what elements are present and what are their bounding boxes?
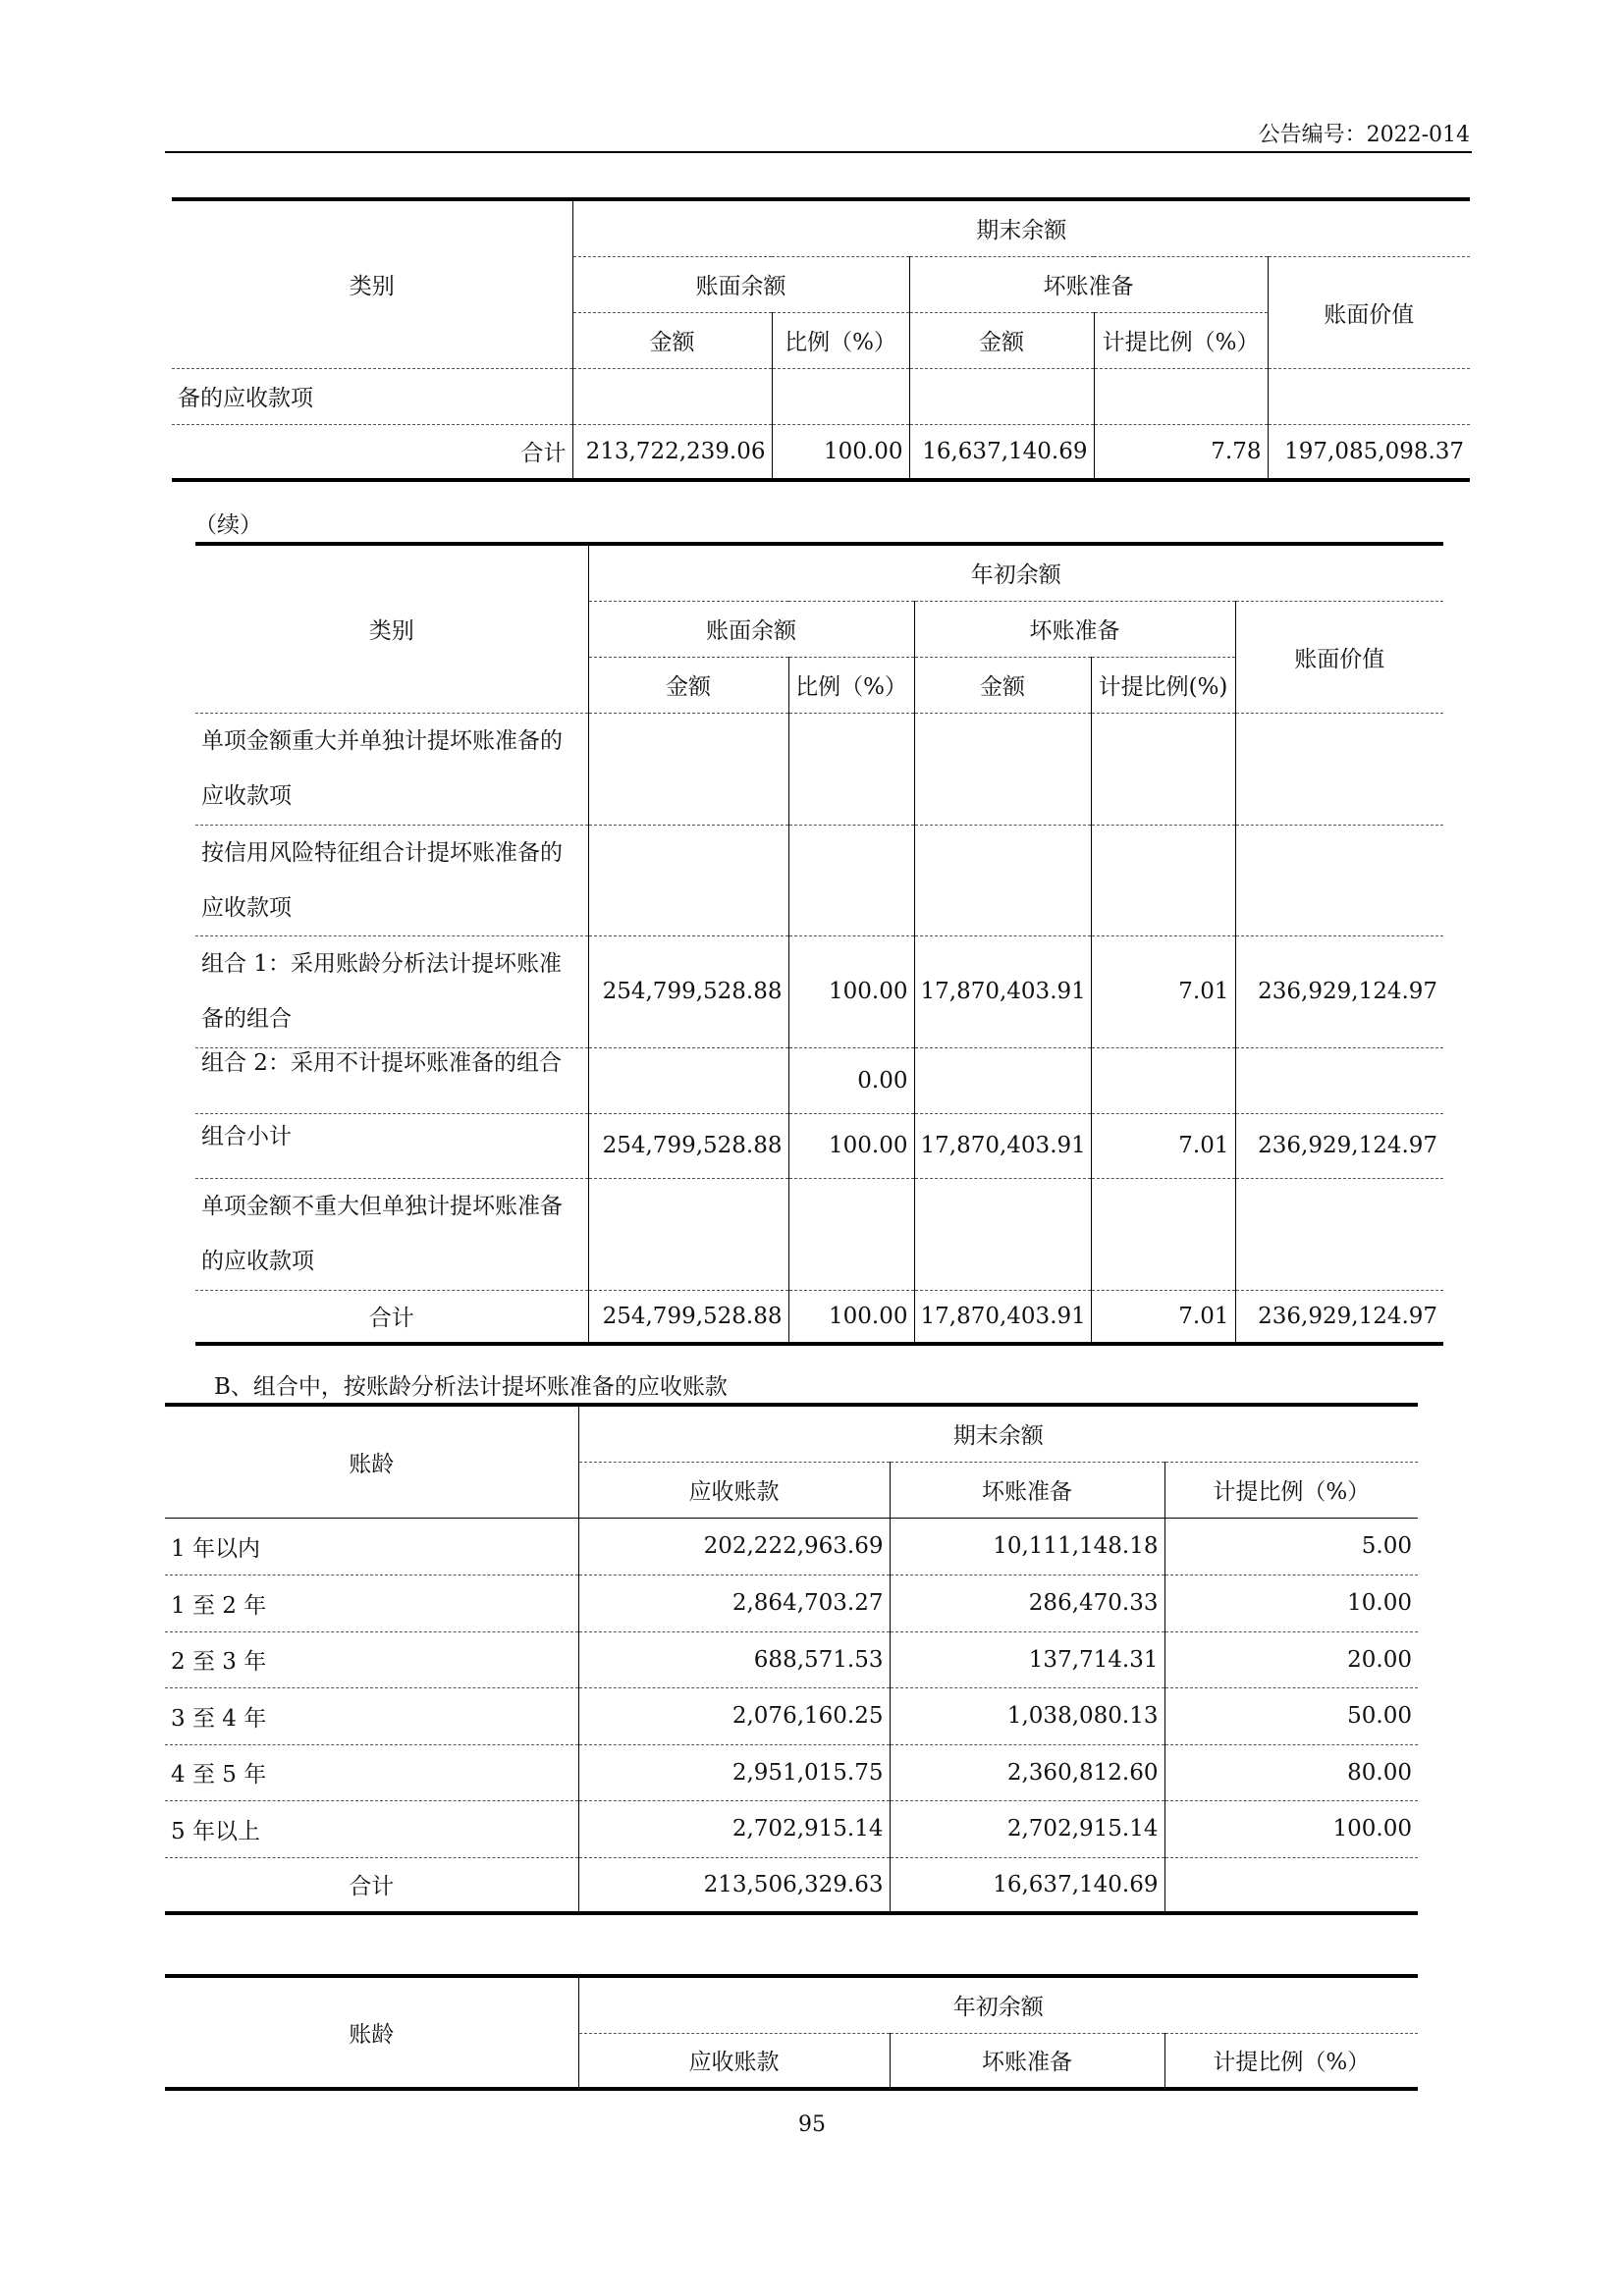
table-row-total: 合计 213,722,239.06 100.00 16,637,140.69 7.78 197,085,098.37 xyxy=(172,424,1470,480)
continued-label: （续） xyxy=(194,512,262,538)
group-header: 期末余额 xyxy=(572,199,1470,256)
col-amount: 金额 xyxy=(572,312,772,368)
group-header: 年初余额 xyxy=(578,1976,1418,2033)
group-header: 年初余额 xyxy=(588,544,1443,601)
col-provision-ratio: 计提比例(%) xyxy=(1091,657,1235,713)
table-row: 3 至 4 年 2,076,160.25 1,038,080.13 50.00 xyxy=(165,1687,1418,1744)
col-provision-ratio: 计提比例（%） xyxy=(1164,1462,1418,1518)
table-row: 5 年以上 2,702,915.14 2,702,915.14 100.00 xyxy=(165,1800,1418,1857)
col-bad-debt: 坏账准备 xyxy=(890,2033,1164,2089)
col-provision-ratio: 计提比例（%） xyxy=(1094,312,1268,368)
col-amount: 金额 xyxy=(909,312,1094,368)
col-ratio: 比例（%） xyxy=(788,657,914,713)
col-amount: 金额 xyxy=(914,657,1091,713)
table-row: 1 年以内 202,222,963.69 10,111,148.18 5.00 xyxy=(165,1518,1418,1575)
page-number: 95 xyxy=(798,2112,826,2137)
table-row: 备的应收款项 xyxy=(172,368,1470,424)
col-provision-ratio: 计提比例（%） xyxy=(1164,2033,1418,2089)
col-category: 类别 xyxy=(349,274,395,300)
group-header: 期末余额 xyxy=(578,1405,1418,1462)
table-row: 单项金额重大并单独计提坏账准备的应收款项 xyxy=(195,713,1443,825)
col-book-balance: 账面余额 xyxy=(572,256,909,312)
table-row: 4 至 5 年 2,951,015.75 2,360,812.60 80.00 xyxy=(165,1744,1418,1800)
col-bad-debt: 坏账准备 xyxy=(890,1462,1164,1518)
col-age: 账龄 xyxy=(349,1451,395,1477)
page-header xyxy=(165,116,1472,153)
col-age: 账龄 xyxy=(349,2022,395,2048)
col-bad-debt: 坏账准备 xyxy=(909,256,1268,312)
table-aging-beginning xyxy=(165,1974,1418,2091)
col-amount: 金额 xyxy=(588,657,788,713)
col-ratio: 比例（%） xyxy=(772,312,909,368)
table-row: 组合小计 254,799,528.88 100.00 17,870,403.91 7.01 236,929,124.97 xyxy=(195,1113,1443,1178)
col-book-value: 账面价值 xyxy=(1235,601,1443,713)
section-b-title: B、组合中，按账龄分析法计提坏账准备的应收账款 xyxy=(214,1374,728,1400)
notice-number: 公告编号：2022-014 xyxy=(1258,123,1470,147)
col-bad-debt: 坏账准备 xyxy=(914,601,1235,657)
table-aging-period-end xyxy=(165,1403,1418,1915)
table-row: 组合 2：采用不计提坏账准备的组合 0.00 xyxy=(195,1047,1443,1113)
col-receivable: 应收账款 xyxy=(578,2033,890,2089)
col-receivable: 应收账款 xyxy=(578,1462,890,1518)
table-period-end-balance xyxy=(172,197,1470,482)
table-row: 按信用风险特征组合计提坏账准备的应收款项 xyxy=(195,825,1443,935)
table-row: 2 至 3 年 688,571.53 137,714.31 20.00 xyxy=(165,1631,1418,1687)
table-row: 1 至 2 年 2,864,703.27 286,470.33 10.00 xyxy=(165,1575,1418,1631)
col-book-value: 账面价值 xyxy=(1268,256,1470,368)
table-row: 组合 1：采用账龄分析法计提坏账准备的组合 254,799,528.88 100.00 17,870,403.91 7.01 236,929,124.97 xyxy=(195,935,1443,1047)
table-row-total: 合计 213,506,329.63 16,637,140.69 xyxy=(165,1857,1418,1913)
col-category: 类别 xyxy=(368,618,414,645)
table-beginning-balance xyxy=(195,542,1443,1346)
table-row: 单项金额不重大但单独计提坏账准备的应收款项 xyxy=(195,1178,1443,1290)
col-book-balance: 账面余额 xyxy=(588,601,914,657)
table-row-total: 合计 254,799,528.88 100.00 17,870,403.91 7.01 236,929,124.97 xyxy=(195,1290,1443,1344)
